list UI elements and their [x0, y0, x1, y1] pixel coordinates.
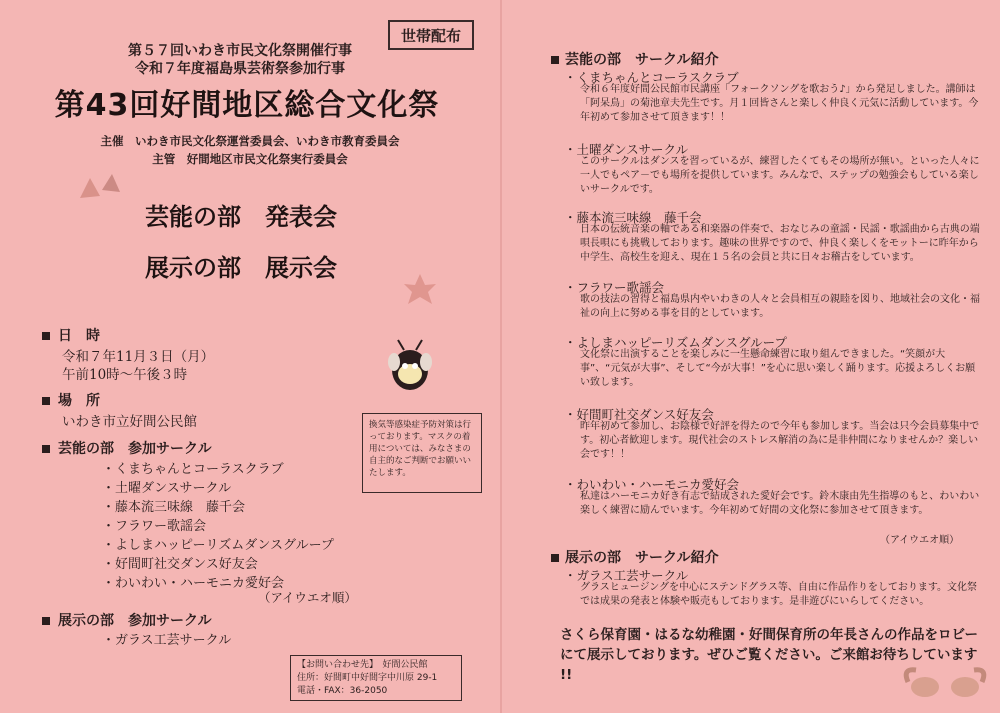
- list-item: ・好間町社交ダンス好友会: [102, 557, 258, 572]
- squirrel-icon: [900, 662, 990, 702]
- list-item: ・ガラス工芸サークル: [102, 633, 232, 648]
- order-note: （アイウエオ順）: [880, 535, 960, 546]
- circle-description: 令和６年度好間公民館市民講座「フォークソングを歌おう♪」から発足しました。講師は「阿呆鳥」の菊池章夫先生です。月１回皆さんと楽しく仲良く元気に活動しています。今年初めて参加させて頂きます！！: [580, 84, 979, 123]
- date-heading: 日 時: [42, 325, 100, 345]
- contact-address: 住所：好間町中好間字中川原 29-1: [297, 673, 438, 683]
- list-item: ・よしまハッピーリズムダンスグループ: [102, 538, 334, 553]
- exhibition-intro-heading: 展示の部 サークル紹介: [551, 547, 719, 567]
- autumn-leaves-icon: [70, 168, 130, 208]
- contact-tel: 電話・FAX：36-2050: [297, 686, 388, 696]
- circle-name: ・フラワー歌謡会: [564, 280, 665, 295]
- closing-message: さくら保育園・はるな幼稚園・好間保育所の年長さんの作品をロビーにて展示しております。ぜひご覧ください。ご来館お待ちしています !!: [560, 627, 978, 683]
- list-item: ・藤本流三味線 藤千会: [102, 500, 246, 515]
- date-line: 令和７年11月３日（月）: [62, 349, 215, 365]
- list-item: ・わいわい・ハーモニカ愛好会: [102, 576, 285, 591]
- place-heading: 場 所: [42, 390, 100, 410]
- event-subtitle-1: 第５７回いわき市民文化祭開催行事: [128, 43, 352, 59]
- contact-label: 【お問い合わせ先】 好間公民館: [297, 660, 428, 670]
- organizer-line: 主催 いわき市民文化祭運営委員会、いわき市教育委員会: [100, 134, 400, 148]
- circle-name: ・くまちゃんとコーラスクラブ: [564, 70, 739, 85]
- contact-box: [290, 655, 462, 701]
- list-item: ・フラワー歌謡会: [102, 519, 207, 534]
- performance-intro-heading: 芸能の部 サークル紹介: [551, 49, 719, 69]
- event-subtitle-2: 令和７年度福島県芸術祭参加行事: [135, 61, 345, 77]
- circle-name: ・藤本流三味線 藤千会: [564, 210, 702, 225]
- infection-notice: 換気等感染症予防対策は行っております。マスクの着用については、みなさまの自主的なご判断でお願いいたします。: [362, 413, 482, 493]
- list-item: ・土曜ダンスサークル: [102, 481, 232, 496]
- order-note: （アイウエオ順）: [258, 590, 357, 605]
- circle-name: ・よしまハッピーリズムダンスグループ: [564, 335, 788, 350]
- circle-name: ・わいわい・ハーモニカ愛好会: [564, 477, 740, 492]
- circle-name: ・ガラス工芸サークル: [564, 568, 689, 583]
- circle-description: 文化祭に出演することを楽しみに一生懸命練習に取り組んできました。“笑顔が大事”、“元気が大事”、そして“今が大事！”を心に思い楽しく踊ります。応援よろしくお願い致します。: [580, 349, 976, 388]
- performance-session-title: 芸能の部 発表会: [145, 203, 337, 231]
- circle-name: ・土曜ダンスサークル: [564, 142, 689, 157]
- bee-mascot-icon: [370, 328, 450, 408]
- place-line: いわき市立好間公民館: [62, 414, 197, 430]
- exhibition-circles-heading: 展示の部 参加サークル: [42, 610, 212, 630]
- distribution-badge: 世帯配布: [388, 20, 474, 50]
- performance-circles-heading: 芸能の部 参加サークル: [42, 438, 212, 458]
- circle-description: 昨年初めて参加し、お陰様で好評を得たので今年も参加します。当会は只今会員募集中です。初心者歓迎します。現代社会のストレス解消の為に是非仲間になりませんか？楽しい会です！！: [580, 421, 980, 460]
- manager-line: 主管 好間地区市民文化祭実行委員会: [152, 152, 348, 166]
- list-item: ・くまちゃんとコーラスクラブ: [102, 462, 284, 477]
- time-line: 午前10時～午後３時: [62, 367, 188, 383]
- circle-description: グラスヒュージングを中心にステンドグラス等、自由に作品作りをしております。文化祭では成果の発表と体験や販売もしております。是非遊びにいらしてください。: [580, 582, 978, 607]
- circle-description: このサークルはダンスを習っているが、練習したくてもその場所が無い。といった人々に一人でもペア－でも場所を提供しています。みんなで、ステップの勉強会もしている楽しいサークルです。: [580, 156, 980, 195]
- circle-name: ・好間町社交ダンス好友会: [564, 407, 714, 422]
- circle-description: 日本の伝統音楽の軸である和楽器の伴奏で、おなじみの童謡・民謡・歌謡曲から古典の端唄長唄にも挑戦しております。趣味の世界ですので、仲良く楽しくをモットーに昨年から中学生、高校生を迎え、現在１５名の会員と共に日々お稽古をしています。: [580, 224, 980, 263]
- circle-description: 歌の技法の習得と福島県内やいわきの人々と会員相互の親睦を図り、地域社会の文化・福祉の向上に努める事を目的としています。: [580, 294, 980, 319]
- exhibition-session-title: 展示の部 展示会: [145, 254, 337, 282]
- circle-description: 私達はハーモニカ好き有志で結成された愛好会です。鈴木康由先生指導のもと、わいわい楽しく練習に励んでいます。今年初めて好間の文化祭に参加させて頂きます。: [580, 491, 980, 516]
- page-title: 第43回好間地区総合文化祭: [54, 88, 440, 123]
